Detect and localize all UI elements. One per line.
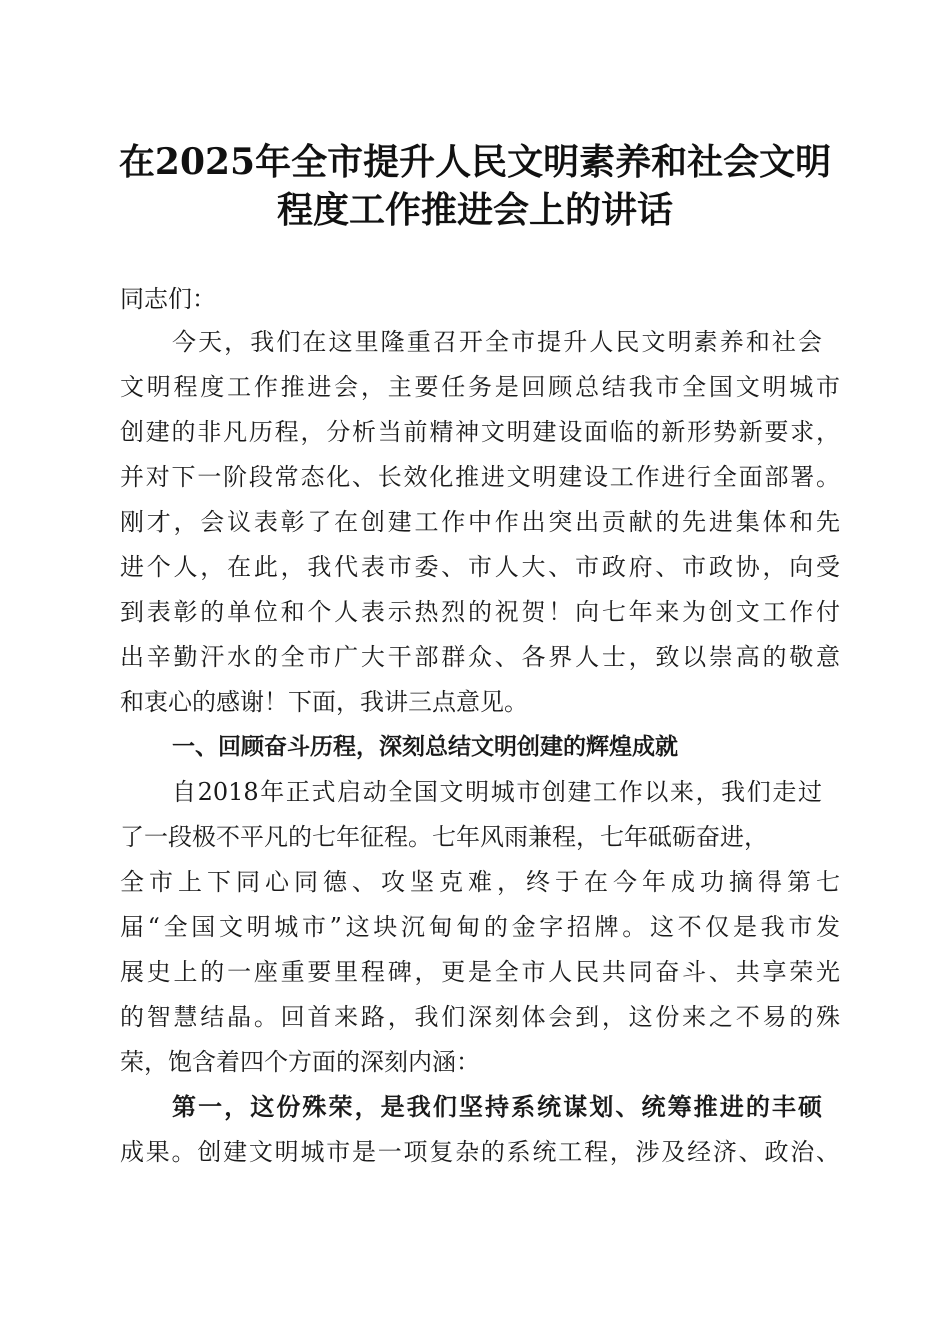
body-line-3: 创建的非凡历程，分析当前精神文明建设面临的新形势新要求， [120,418,840,446]
body-line-4: 并对下一阶段常态化、长效化推进文明建设工作进行全面部署。 [120,463,840,491]
body-line-5: 刚才，会议表彰了在创建工作中作出突出贡献的先进集体和先 [120,508,840,536]
body-line-12: 了一段极不平凡的七年征程。七年风雨兼程，七年砥砺奋进， [120,823,768,851]
body-line-14: 届“全国文明城市”这块沉甸甸的金字招牌。这不仅是我市发 [120,913,840,941]
document-title-line-1: 在2025年全市提升人民文明素养和社会文明 [118,141,832,183]
body-line-13: 全市上下同心同德、攻坚克难，终于在今年成功摘得第七 [120,868,840,896]
salutation: 同志们： [120,285,216,313]
body-line-11: 自2018年正式启动全国文明城市创建工作以来，我们走过 [172,778,822,806]
body-line-15: 展史上的一座重要里程碑，更是全市人民共同奋斗、共享荣光 [120,958,840,986]
body-line-17: 荣，饱含着四个方面的深刻内涵： [120,1048,480,1076]
section-heading-1: 一、回顾奋斗历程，深刻总结文明创建的辉煌成就 [172,734,678,760]
body-line-19: 成果。创建文明城市是一项复杂的系统工程，涉及经济、政治、 [120,1138,840,1166]
body-line-9: 和衷心的感谢！下面，我讲三点意见。 [120,688,528,716]
body-line-18: 第一，这份殊荣，是我们坚持系统谋划、统筹推进的丰硕 [172,1092,822,1121]
body-line-8: 出辛勤汗水的全市广大干部群众、各界人士，致以崇高的敬意 [120,643,840,671]
body-line-1: 今天，我们在这里隆重召开全市提升人民文明素养和社会 [172,328,822,356]
document-title-line-2: 程度工作推进会上的讲话 [276,189,673,231]
body-line-16: 的智慧结晶。回首来路，我们深刻体会到，这份来之不易的殊 [120,1003,840,1031]
body-line-6: 进个人，在此，我代表市委、市人大、市政府、市政协，向受 [120,553,840,581]
body-line-2: 文明程度工作推进会，主要任务是回顾总结我市全国文明城市 [120,373,840,401]
body-line-7: 到表彰的单位和个人表示热烈的祝贺！向七年来为创文工作付 [120,598,840,626]
